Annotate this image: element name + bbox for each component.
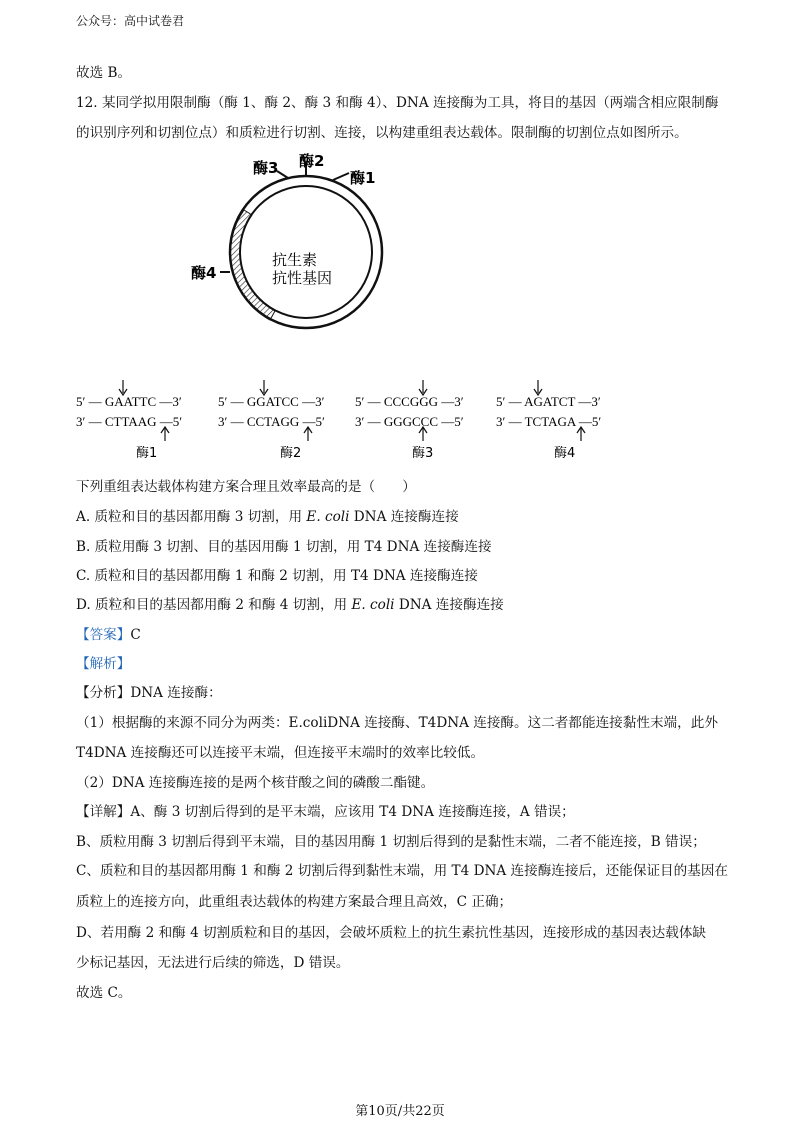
explanation-line9: D、若用酶 2 和酶 4 切割质粒和目的基因，会破坏质粒上的抗生素抗性基因，连接形成的基因表达载体缺 bbox=[76, 925, 707, 941]
site3-label: 酶3 bbox=[412, 446, 434, 461]
gene-label-line1: 抗生素 bbox=[272, 251, 318, 269]
option-b: B. 质粒用酶 3 切割、目的基因用酶 1 切割，用 T4 DNA 连接酶连接 bbox=[76, 539, 492, 555]
site-enzyme1 bbox=[76, 380, 182, 461]
option-c: C. 质粒和目的基因都用酶 1 和酶 2 切割，用 T4 DNA 连接酶连接 bbox=[76, 568, 478, 584]
explanation-line7: C、质粒和目的基因都用酶 1 和酶 2 切割后得到黏性末端，用 T4 DNA 连接酶连接后，还能保证目的基因在 bbox=[76, 863, 729, 879]
site4-top: 5′ — AGATCT —3′ bbox=[496, 394, 601, 409]
explanation-line2: （1）根据酶的来源不同分为两类：E.coliDNA 连接酶、T4DNA 连接酶。这二者都能连接黏性末端，此外 bbox=[76, 715, 718, 731]
resistance-gene-region bbox=[230, 210, 275, 320]
plasmid-diagram bbox=[0, 0, 800, 470]
cut-site-enzyme1 bbox=[333, 173, 349, 180]
answer-label: 【答案】 bbox=[76, 627, 131, 643]
site1-top: 5′ — GAATTC —3′ bbox=[76, 394, 182, 409]
site4-bottom: 3′ — TCTAGA —5′ bbox=[496, 414, 602, 429]
explanation-line8: 质粒上的连接方向，此重组表达载体的构建方案最合理且高效，C 正确； bbox=[76, 894, 513, 910]
plasmid-label-enzyme2: 酶2 bbox=[299, 152, 325, 170]
plasmid-label-enzyme3: 酶3 bbox=[253, 159, 279, 177]
site-enzyme2 bbox=[218, 380, 325, 461]
explanation-line10: 少标记基因，无法进行后续的筛选，D 错误。 bbox=[76, 955, 350, 971]
site-enzyme4 bbox=[496, 380, 601, 461]
explanation-line4: （2）DNA 连接酶连接的是两个核苷酸之间的磷酸二酯键。 bbox=[76, 775, 435, 791]
gene-label-line2: 抗性基因 bbox=[272, 269, 333, 287]
answer-line bbox=[76, 626, 141, 644]
site2-label: 酶2 bbox=[280, 446, 302, 461]
explanation-line6: B、质粒用酶 3 切割后得到平末端，目的基因用酶 1 切割后得到的是黏性末端，二者不能连接，B 错误； bbox=[76, 834, 706, 850]
question-stem-line1: 12. 某同学拟用限制酶（酶 1、酶 2、酶 3 和酶 4）、DNA 连接酶为工具，将目的基因（两端含相应限制酶 bbox=[76, 95, 719, 111]
option-a: A. 质粒和目的基因都用酶 3 切割，用 E. coli DNA 连接酶连接 bbox=[76, 509, 459, 525]
analysis-label: 【解析】 bbox=[76, 656, 131, 672]
explanation-line5: 【详解】A、酶 3 切割后得到的是平末端，应该用 T4 DNA 连接酶连接，A 错误； bbox=[76, 804, 575, 820]
option-d: D. 质粒和目的基因都用酶 2 和酶 4 切割，用 E. coli DNA 连接酶连接 bbox=[76, 597, 504, 613]
cut-site-enzyme3 bbox=[277, 171, 288, 178]
question-prompt: 下列重组表达载体构建方案合理且效率最高的是（ ） bbox=[76, 479, 416, 495]
explanation-line11: 故选 C。 bbox=[76, 985, 132, 1001]
answer-value: C bbox=[130, 627, 141, 643]
prev-answer: 故选 B。 bbox=[76, 65, 132, 81]
explanation-line1: 【分析】DNA 连接酶： bbox=[76, 685, 222, 701]
site3-bottom: 3′ — GGGCCC —5′ bbox=[355, 414, 464, 429]
site2-top: 5′ — GGATCC —3′ bbox=[218, 394, 325, 409]
site1-label: 酶1 bbox=[136, 446, 158, 461]
page-footer: 第10页/共22页 bbox=[355, 1104, 445, 1119]
site-enzyme3 bbox=[355, 380, 464, 461]
page-header: 公众号：高中试卷君 bbox=[76, 14, 185, 28]
explanation-line3: T4DNA 连接酶还可以连接平末端，但连接平末端时的效率比较低。 bbox=[76, 745, 485, 761]
site3-top: 5′ — CCCGGG —3′ bbox=[355, 394, 464, 409]
site1-bottom: 3′ — CTTAAG —5′ bbox=[76, 414, 183, 429]
question-stem-line2: 的识别序列和切割位点）和质粒进行切割、连接，以构建重组表达载体。限制酶的切割位点如图所示。 bbox=[76, 125, 688, 141]
site4-label: 酶4 bbox=[554, 446, 576, 461]
plasmid-label-enzyme4: 酶4 bbox=[191, 264, 217, 282]
plasmid-label-enzyme1: 酶1 bbox=[350, 169, 376, 187]
site2-bottom: 3′ — CCTAGG —5′ bbox=[218, 414, 325, 429]
